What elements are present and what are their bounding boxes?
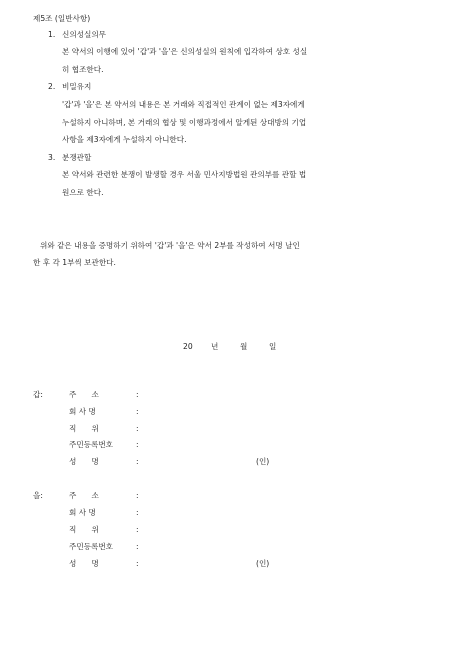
closing-line-2: 한 후 각 1부씩 보관한다.: [33, 258, 116, 267]
party-b-address-label: 주 소: [69, 491, 99, 500]
item-number-3: 3.: [48, 153, 56, 162]
party-a-company-label: 회 사 명: [69, 407, 96, 416]
item-line-3-1: 본 약서와 관련한 분쟁이 발생할 경우 서울 민사지방법원 관의부를 관할 법: [62, 170, 307, 179]
item-line-2-2: 누설하지 아니하며, 본 거래의 협상 및 이행과정에서 알게된 상대방의 기업: [62, 118, 307, 127]
party-a-address-label: 주 소: [69, 390, 99, 399]
party-a-position-label: 직 위: [69, 424, 99, 433]
party-a-id-colon: :: [136, 440, 139, 449]
party-b-id-colon: :: [136, 542, 139, 551]
party-a-address-colon: :: [136, 390, 139, 399]
party-b-name-label: 성 명: [69, 559, 99, 568]
date-year: 년: [211, 342, 219, 351]
item-title-2: 비밀유지: [62, 82, 92, 91]
date-day: 일: [269, 342, 277, 351]
item-title-1: 신의성실의무: [62, 30, 107, 39]
party-b-label: 을:: [33, 491, 43, 500]
item-title-3: 분쟁관할: [62, 153, 92, 162]
date-year-prefix: 20: [183, 342, 193, 351]
party-a-name-colon: :: [136, 457, 139, 466]
party-a-name-label: 성 명: [69, 457, 99, 466]
item-number-2: 2.: [48, 82, 56, 91]
party-b-position-label: 직 위: [69, 525, 99, 534]
party-b-position-colon: :: [136, 525, 139, 534]
party-a-company-colon: :: [136, 407, 139, 416]
party-b-address-colon: :: [136, 491, 139, 500]
closing-line-1: 위와 같은 내용을 증명하기 위하여 '갑'과 '을'은 약서 2부를 작성하여 서명 날인: [40, 241, 300, 250]
party-b-id-label: 주민등록번호: [69, 542, 114, 551]
item-line-2-3: 사항을 제3자에게 누설하지 아니한다.: [62, 135, 187, 144]
party-a-label: 갑:: [33, 390, 43, 399]
party-b-seal: (인): [256, 559, 270, 568]
party-a-position-colon: :: [136, 424, 139, 433]
article-heading: 제5조 (일반사항): [33, 14, 91, 23]
date-month: 월: [240, 342, 248, 351]
party-a-seal: (인): [256, 457, 270, 466]
party-a-id-label: 주민등록번호: [69, 440, 114, 449]
party-b-company-colon: :: [136, 508, 139, 517]
item-line-1-1: 본 약서의 이행에 있어 '갑'과 '을'은 신의성실의 원칙에 입각하여 상호 성실: [62, 47, 308, 56]
item-line-3-2: 원으로 한다.: [62, 188, 104, 197]
party-b-name-colon: :: [136, 559, 139, 568]
party-b-company-label: 회 사 명: [69, 508, 96, 517]
item-number-1: 1.: [48, 30, 56, 39]
item-line-1-2: 히 협조한다.: [62, 65, 104, 74]
item-line-2-1: '갑'과 '을'은 본 약서의 내용은 본 거래와 직접적인 관계이 없는 제3자에게: [62, 100, 305, 109]
